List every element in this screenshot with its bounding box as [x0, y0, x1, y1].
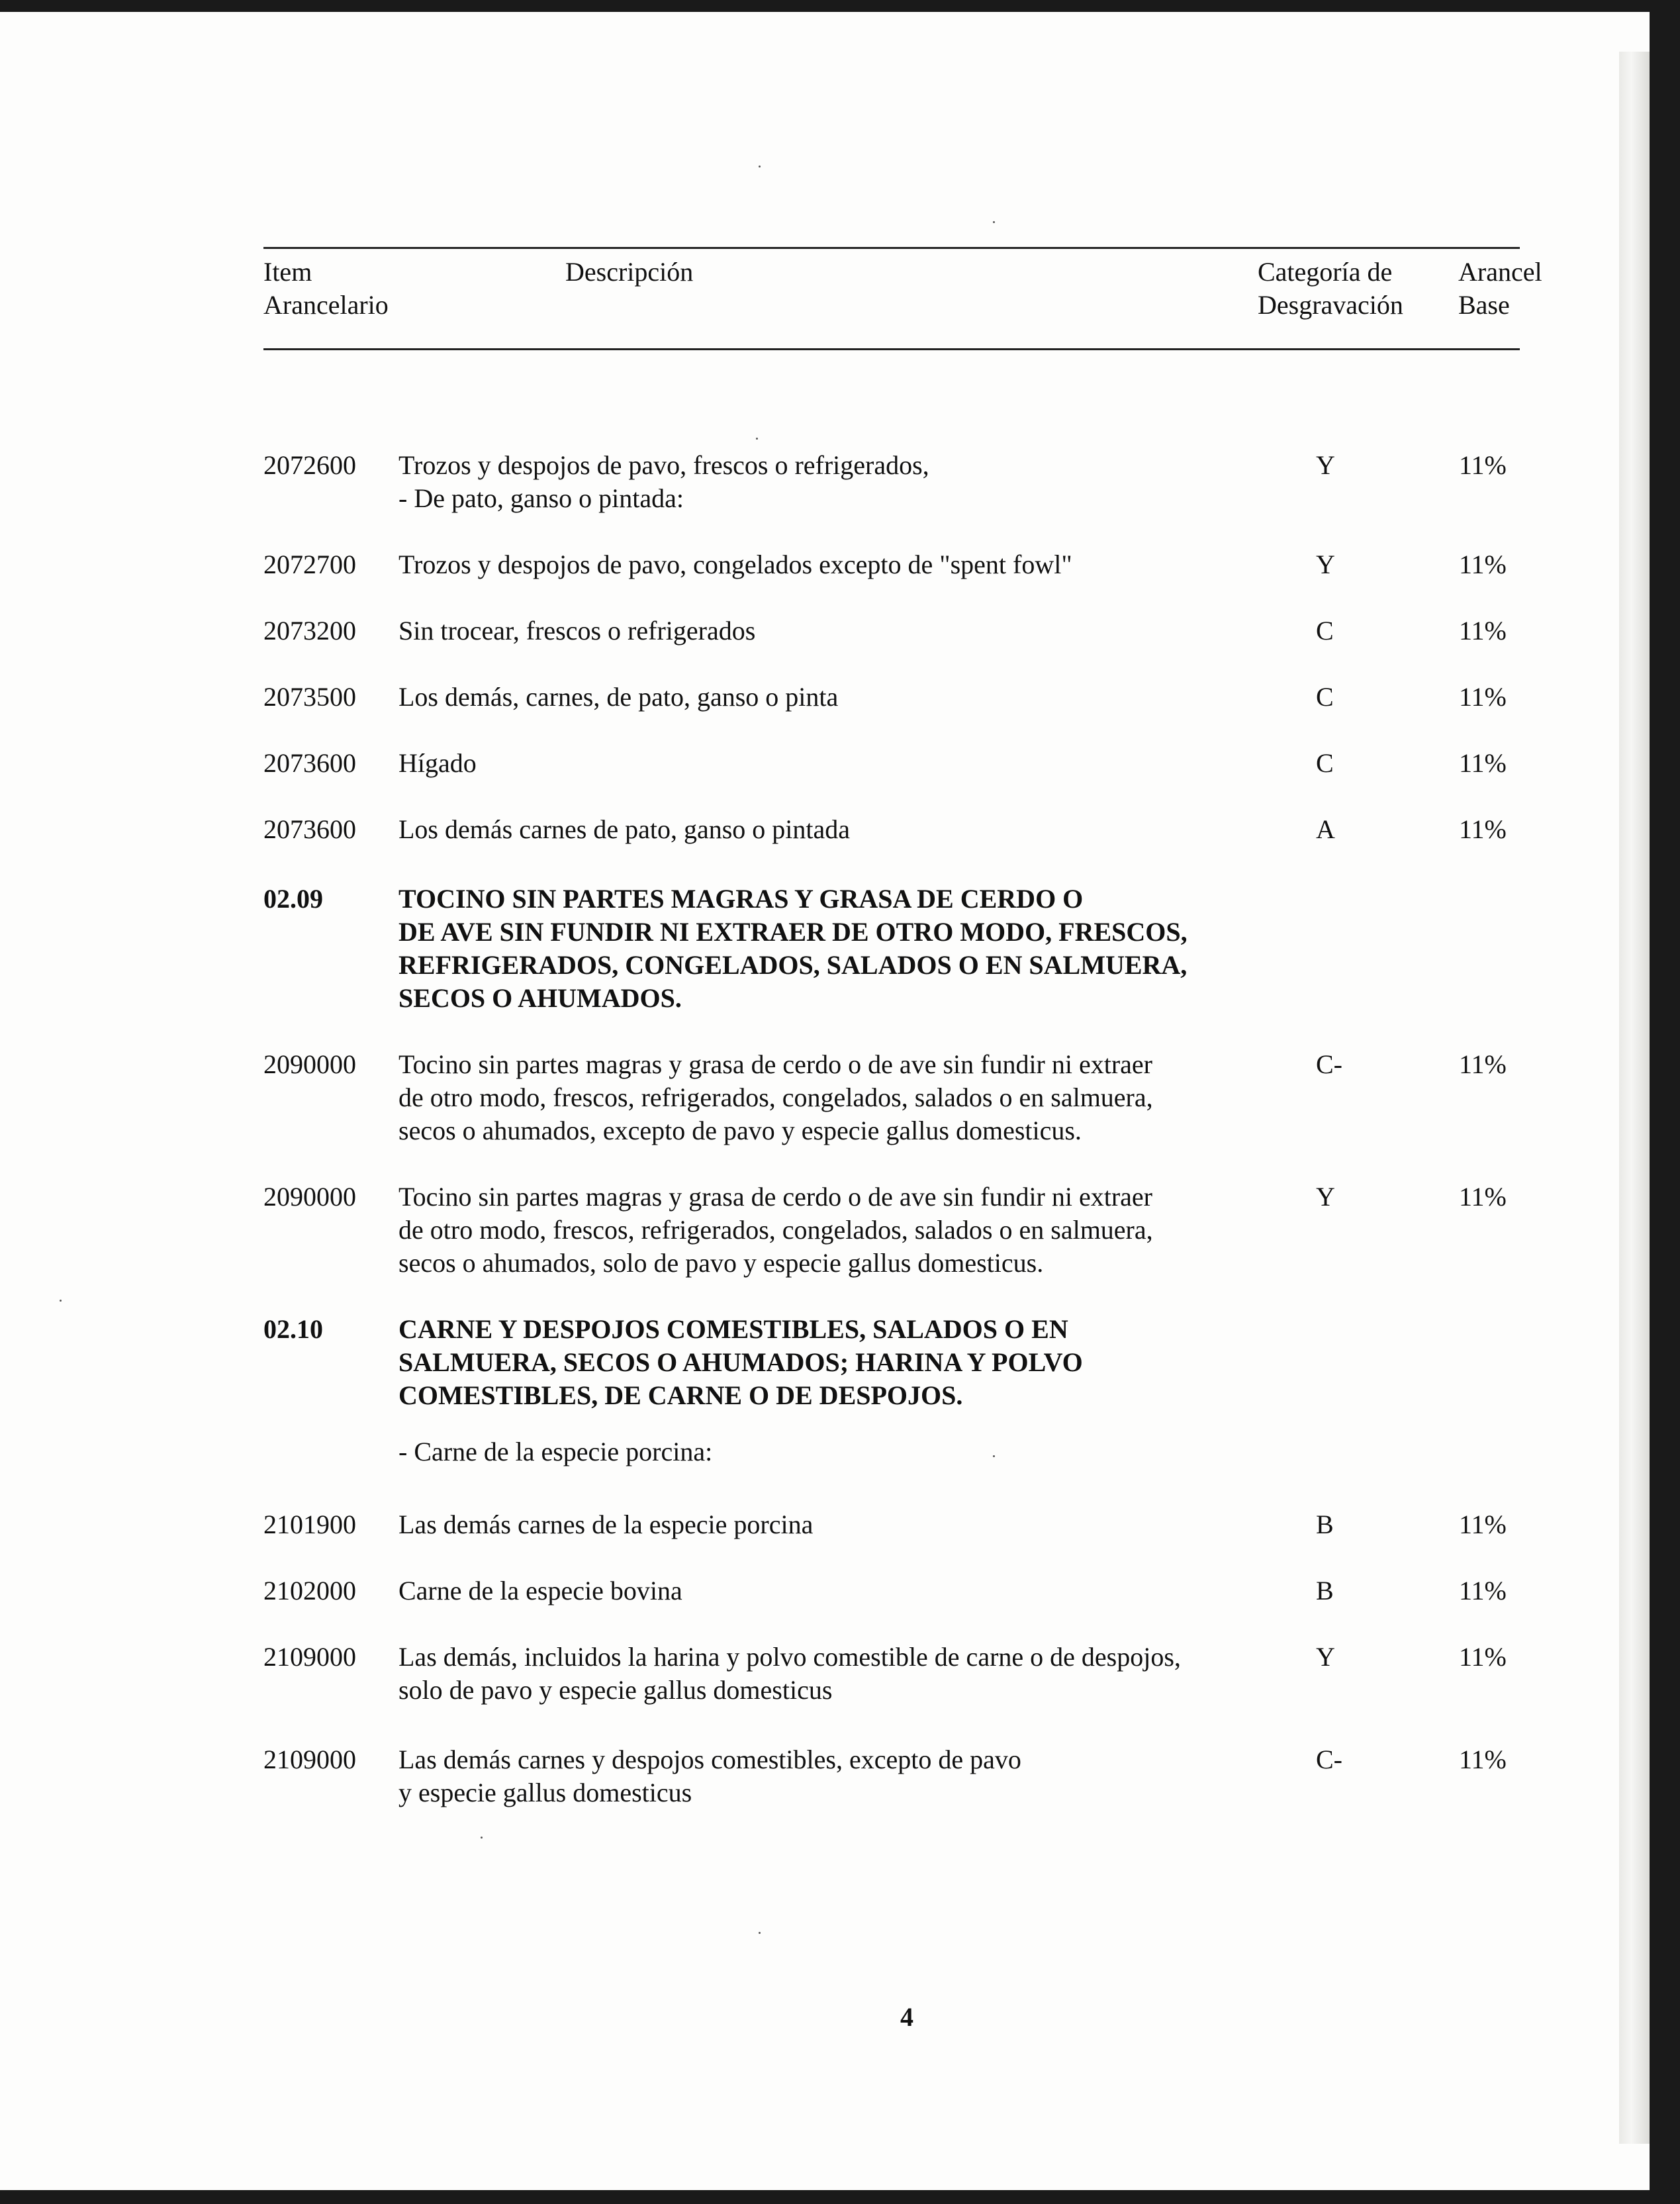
- category: C: [1316, 682, 1334, 712]
- item-code: 02.10: [263, 1314, 323, 1344]
- category: C: [1316, 616, 1334, 646]
- category: C-: [1316, 1049, 1342, 1079]
- description-line: DE AVE SIN FUNDIR NI EXTRAER DE OTRO MODO, FRESCOS,: [398, 917, 1188, 947]
- item-description: [398, 614, 1345, 647]
- description-line: Las demás carnes de la especie porcina: [398, 1509, 814, 1539]
- scan-speck: [993, 1455, 995, 1457]
- item-code: 2109000: [263, 1745, 356, 1774]
- description-line: - De pato, ganso o pintada:: [398, 483, 684, 513]
- base-rate: 11%: [1459, 550, 1507, 579]
- header-item: Item Arancelario: [263, 257, 389, 320]
- scan-speck: [993, 221, 995, 223]
- item-description: [398, 1048, 1345, 1147]
- header-base: Arancel Base: [1458, 257, 1542, 320]
- description-line: Las demás, incluidos la harina y polvo comestible de carne o de despojos,: [398, 1642, 1181, 1672]
- item-code: 2073600: [263, 814, 356, 844]
- description-line: secos o ahumados, solo de pavo y especie gallus domesticus.: [398, 1248, 1044, 1278]
- description-line: TOCINO SIN PARTES MAGRAS Y GRASA DE CERDO O: [398, 884, 1084, 914]
- item-description: [398, 1180, 1345, 1280]
- description-line: Trozos y despojos de pavo, congelados excepto de "spent fowl": [398, 550, 1072, 579]
- description-line: Los demás carnes de pato, ganso o pintada: [398, 814, 851, 844]
- item-description: [398, 1641, 1345, 1707]
- description-line: Las demás carnes y despojos comestibles, excepto de pavo: [398, 1745, 1021, 1774]
- category: Y: [1316, 450, 1335, 480]
- description-line: Trozos y despojos de pavo, frescos o refrigerados,: [398, 450, 929, 480]
- description-line: y especie gallus domesticus: [398, 1778, 692, 1807]
- item-code: 2102000: [263, 1576, 356, 1605]
- item-description: [398, 1435, 1345, 1468]
- description-line: Carne de la especie bovina: [398, 1576, 682, 1605]
- item-description: [398, 883, 1345, 1015]
- base-rate: 11%: [1459, 1509, 1507, 1539]
- base-rate: 11%: [1459, 814, 1507, 844]
- item-description: [398, 681, 1345, 714]
- category: C: [1316, 748, 1334, 778]
- item-description: [398, 548, 1345, 581]
- item-code: 02.09: [263, 884, 323, 914]
- table-header: [263, 247, 1542, 350]
- base-rate: 11%: [1459, 748, 1507, 778]
- category: C-: [1316, 1745, 1342, 1774]
- item-description: [398, 1574, 1345, 1607]
- scan-speck: [60, 1300, 62, 1302]
- item-code: 2072700: [263, 550, 356, 579]
- item-description: [398, 813, 1345, 846]
- category: Y: [1316, 1642, 1335, 1672]
- base-rate: 11%: [1459, 1576, 1507, 1605]
- description-line: SALMUERA, SECOS O AHUMADOS; HARINA Y POLVO: [398, 1347, 1083, 1377]
- scan-speck: [481, 1837, 483, 1839]
- scan-speck: [756, 438, 758, 440]
- description-line: Sin trocear, frescos o refrigerados: [398, 616, 756, 646]
- description-line: Los demás, carnes, de pato, ganso o pinta: [398, 682, 839, 712]
- item-code: 2073500: [263, 682, 356, 712]
- description-line: CARNE Y DESPOJOS COMESTIBLES, SALADOS O EN: [398, 1314, 1068, 1344]
- description-line: REFRIGERADOS, CONGELADOS, SALADOS O EN SALMUERA,: [398, 950, 1188, 980]
- item-code: 2090000: [263, 1182, 356, 1212]
- base-rate: 11%: [1459, 1642, 1507, 1672]
- base-rate: 11%: [1459, 450, 1507, 480]
- item-description: [398, 1313, 1345, 1412]
- scan-speck: [759, 166, 761, 168]
- item-description: [398, 747, 1345, 780]
- base-rate: 11%: [1459, 682, 1507, 712]
- item-code: 2073600: [263, 748, 356, 778]
- base-rate: 11%: [1459, 1745, 1507, 1774]
- scan-speck: [759, 1932, 761, 1934]
- item-description: [398, 1508, 1345, 1541]
- item-description: [398, 449, 1345, 515]
- description-line: - Carne de la especie porcina:: [398, 1437, 713, 1466]
- category: Y: [1316, 1182, 1335, 1212]
- description-line: secos o ahumados, excepto de pavo y especie gallus domesticus.: [398, 1116, 1082, 1145]
- base-rate: 11%: [1459, 1049, 1507, 1079]
- base-rate: 11%: [1459, 616, 1507, 646]
- item-code: 2090000: [263, 1049, 356, 1079]
- category: B: [1316, 1576, 1334, 1605]
- header-description: Descripción: [565, 257, 694, 287]
- page-edge: [1619, 52, 1650, 2144]
- description-line: solo de pavo y especie gallus domesticus: [398, 1675, 833, 1705]
- description-line: de otro modo, frescos, refrigerados, congelados, salados o en salmuera,: [398, 1082, 1153, 1112]
- description-line: Tocino sin partes magras y grasa de cerdo o de ave sin fundir ni extraer: [398, 1049, 1153, 1079]
- item-code: 2109000: [263, 1642, 356, 1672]
- category: B: [1316, 1509, 1334, 1539]
- description-line: SECOS O AHUMADOS.: [398, 983, 682, 1013]
- document-page: [0, 12, 1650, 2190]
- category: Y: [1316, 550, 1335, 579]
- description-line: Hígado: [398, 748, 477, 778]
- header-category: Categoría de Desgravación: [1258, 257, 1403, 320]
- base-rate: 11%: [1459, 1182, 1507, 1212]
- item-description: [398, 1743, 1345, 1809]
- page-number: 4: [900, 2002, 913, 2032]
- category: A: [1316, 814, 1335, 844]
- description-line: Tocino sin partes magras y grasa de cerdo o de ave sin fundir ni extraer: [398, 1182, 1153, 1212]
- item-code: 2072600: [263, 450, 356, 480]
- description-line: de otro modo, frescos, refrigerados, congelados, salados o en salmuera,: [398, 1215, 1153, 1245]
- item-code: 2101900: [263, 1509, 356, 1539]
- description-line: COMESTIBLES, DE CARNE O DE DESPOJOS.: [398, 1380, 963, 1410]
- item-code: 2073200: [263, 616, 356, 646]
